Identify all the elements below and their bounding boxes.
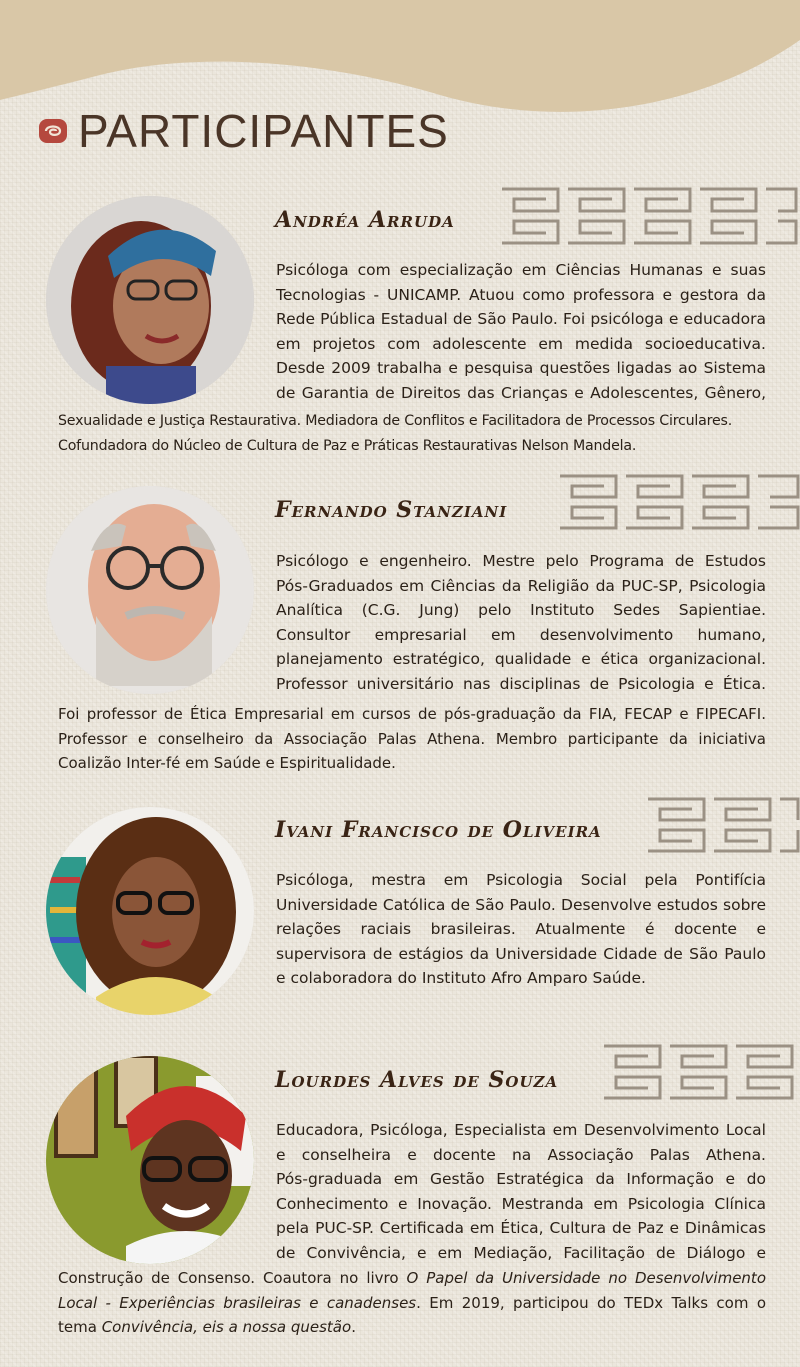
participant-bio-lourdes-top: Educadora, Psicóloga, Especialista em Desenvolvimento Local e conselheira e docente na Associação Palas Athena. Pós-graduada em Gestão Estratégica da Informação e do Conhecimento e Inovação. Mestranda em Psicologia Clínica pela PUC-SP. Certificada em Ética, Cultura de Paz e Dinâmicas de Convivência, e em Mediação, Facilitação de Diálogo e	[276, 1121, 766, 1262]
pattern-decoration	[556, 472, 800, 532]
section-header	[38, 105, 449, 157]
participant-photo-lourdes	[46, 1056, 254, 1264]
participant-bio-fernando-top: Psicólogo e engenheiro. Mestre pelo Programa de Estudos Pós-Graduados em Ciências da Religião da PUC-SP, Psicologia Analítica (C.G. Jung) pelo Instituto Sedes Sapientiae. Consultor empresarial em desenvolvimento humano, planejamento estratégico, qualidade e ética organizacional. Professor universitário nas disciplinas de Psicologia e Ética.	[276, 552, 766, 693]
participant-name-fernando: Fernando Stanziani	[275, 497, 508, 523]
spiral-icon	[38, 116, 68, 146]
participant-name-ivani: Ivani Francisco de Oliveira	[275, 817, 602, 843]
participant-photo-ivani	[46, 807, 254, 1015]
pattern-decoration	[644, 795, 800, 855]
participant-bio-andrea-top: Psicóloga com especialização em Ciências Humanas e suas Tecnologias - UNICAMP. Atuou como professora e gestora da Rede Pública Estadual de São Paulo. Foi psicóloga e educadora em projetos com adolescente em medida socioeducativa. Desde 2009 trabalha e pesquisa questões ligadas ao Sistema de Garantia de Direitos das Crianças e Adolescentes, Gênero,	[276, 261, 766, 402]
participant-bio-fernando-bottom: Foi professor de Ética Empresarial em cursos de pós-graduação da FIA, FECAP e FIPECAFI. Professor e conselheiro da Associação Palas Athena. Membro participante da iniciativa Coalizão Inter-fé em Saúde e Espiritualidade.	[58, 705, 766, 773]
participant-photo-fernando	[46, 486, 254, 694]
pattern-decoration	[600, 1042, 800, 1102]
participant-bio-ivani: Psicóloga, mestra em Psicologia Social pela Pontifícia Universidade Católica de São Paulo. Desenvolve estudos sobre relações raciais brasileiras. Atualmente é docente e supervisora de estágios da Universidade Cidade de São Paulo e colaboradora do Instituto Afro Amparo Saúde.	[276, 871, 766, 988]
page-title: PARTICIPANTES	[78, 105, 449, 157]
participant-photo-andrea	[46, 196, 254, 404]
pattern-decoration	[498, 185, 798, 247]
participant-name-andrea: Andréa Arruda	[275, 207, 455, 233]
participant-bio-lourdes-bottom: Construção de Consenso. Coautora no livro O Papel da Universidade no Desenvolvimento Local - Experiências brasileiras e canadenses. Em 2019, participou do TEDx Talks com o tema Convivência, eis a nossa questão.	[58, 1269, 767, 1337]
participant-bio-andrea-bottom: Sexualidade e Justiça Restaurativa. Mediadora de Conflitos e Facilitadora de Processos Circulares. Cofundadora do Núcleo de Cultura de Paz e Práticas Restaurativas Nelson Mandela.	[58, 413, 733, 454]
participant-name-lourdes: Lourdes Alves de Souza	[275, 1067, 559, 1093]
